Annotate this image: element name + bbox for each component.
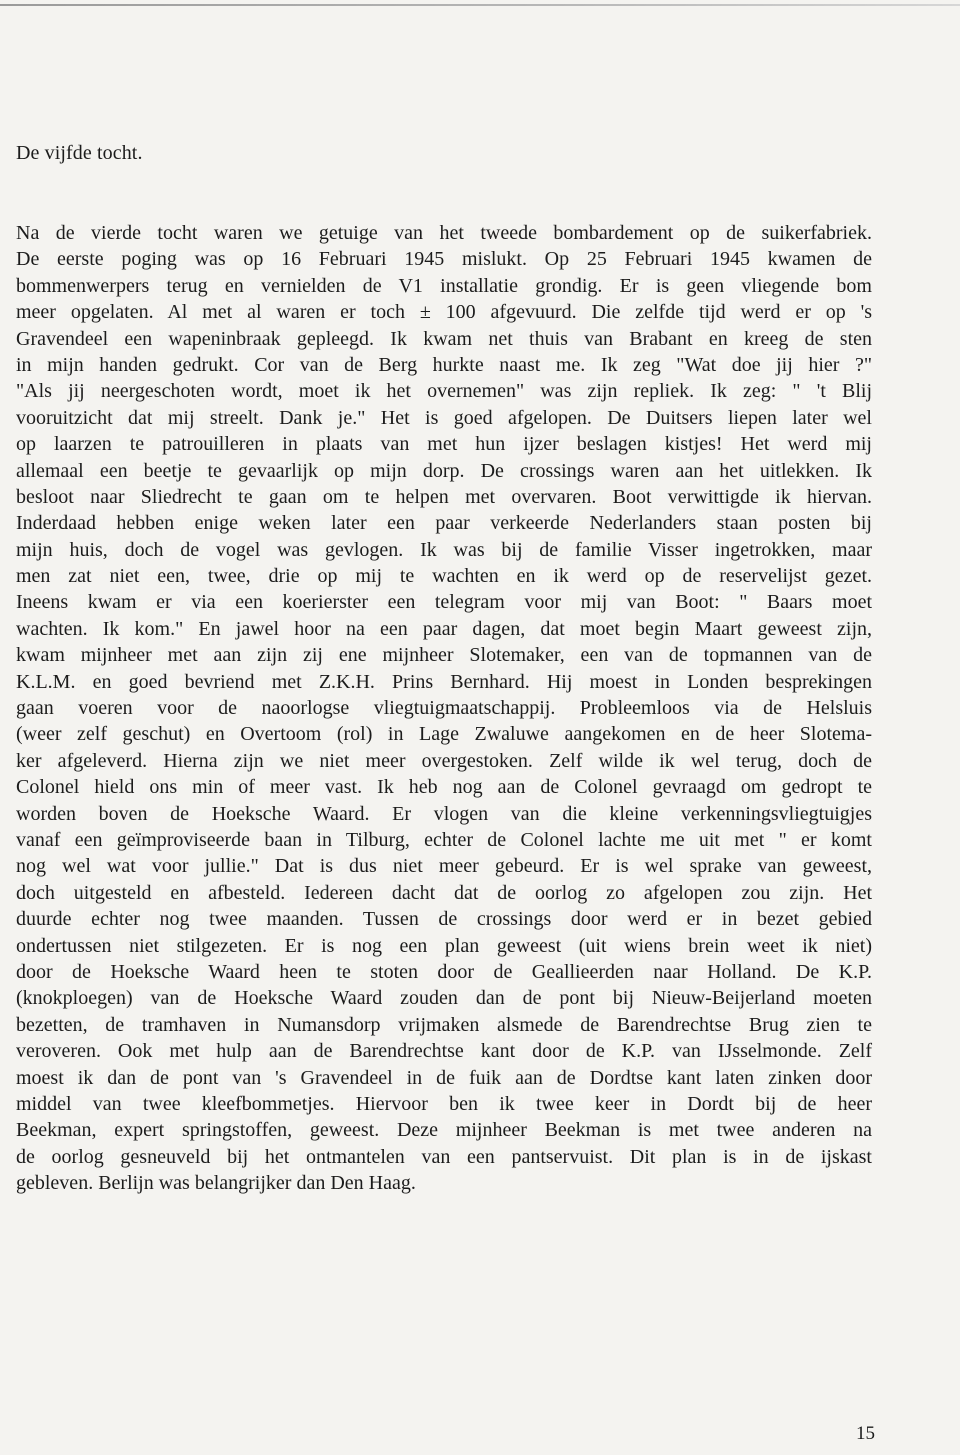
scan-top-edge: [0, 4, 960, 6]
text-line: kwam mijnheer met aan zijn zij ene mijnheer Slotemaker, een van de topmannen van de: [16, 644, 872, 667]
text-line: vanaf een geïmproviseerde baan in Tilburg, echter de Colonel lachte me uit met " er komt: [16, 828, 872, 851]
text-line: Inderdaad hebben enige weken later een paar verkeerde Nederlanders staan posten bij: [16, 512, 872, 535]
text-line: middel van twee kleefbommetjes. Hiervoor ben ik twee keer in Dordt bij de heer: [16, 1092, 872, 1115]
text-line: door de Hoeksche Waard heen te stoten door de Geallieerden naar Holland. De K.P.: [16, 960, 872, 983]
text-line: moest ik dan de pont van 's Gravendeel in de fuik aan de Dordtse kant laten zinken door: [16, 1066, 872, 1089]
text-line: worden boven de Hoeksche Waard. Er vlogen van die kleine verkenningsvliegtuigjes: [16, 802, 872, 825]
text-line: duurde echter nog twee maanden. Tussen de crossings door werd er in bezet gebied: [16, 908, 872, 931]
text-line: Ineens kwam er via een koerierster een telegram voor mij van Boot: " Baars moet: [16, 591, 872, 614]
text-line: mijn huis, doch de vogel was gevlogen. Ik was bij de familie Visser ingetrokken, maar: [16, 538, 872, 561]
text-line: Colonel hield ons min of meer vast. Ik heb nog aan de Colonel gevraagd om gedropt te: [16, 776, 872, 799]
text-line: ondertussen niet stilgezeten. Er is nog een plan geweest (uit wiens brein weet ik niet): [16, 934, 872, 957]
text-line: Na de vierde tocht waren we getuige van het tweede bombardement op de suikerfabriek.: [16, 222, 872, 244]
text-line: in mijn handen gedrukt. Cor van de Berg hurkte naast me. Ik zeg "Wat doe jij hier ?": [16, 353, 872, 376]
text-line: (knokploegen) van de Hoeksche Waard zouden dan de pont bij Nieuw-Beijerland moeten: [16, 987, 872, 1010]
chapter-title: De vijfde tocht.: [16, 142, 143, 164]
text-line: nog wel wat voor jullie." Dat is dus niet meer gebeurd. Er is wel sprake van geweest,: [16, 855, 872, 878]
text-line: op laarzen te patrouilleren in plaats van met hun ijzer beslagen kistjes! Het werd mij: [16, 433, 872, 456]
text-line: besloot naar Sliedrecht te gaan om te helpen met overvaren. Boot verwittigde ik hiervan.: [16, 485, 872, 508]
text-line: ker afgeleverd. Hierna zijn we niet meer overgestoken. Zelf wilde ik wel terug, doch de: [16, 749, 872, 772]
text-line: (weer zelf geschut) en Overtoom (rol) in Lage Zwaluwe aangekomen en de heer Slotema-: [16, 723, 872, 746]
text-line: veroveren. Ook met hulp aan de Barendrechtse kant door de K.P. van IJsselmonde. Zelf: [16, 1040, 872, 1063]
text-line: gebleven. Berlijn was belangrijker dan Den Haag.: [16, 1172, 416, 1195]
text-line: doch uitgesteld en afbesteld. Iedereen dacht dat de oorlog zo afgelopen zou zijn. Het: [16, 881, 872, 904]
text-line: bommenwerpers terug en vernielden de V1 installatie grondig. Er is geen vliegende bom: [16, 274, 872, 297]
text-line: Beekman, expert springstoffen, geweest. Deze mijnheer Beekman is met twee anderen na: [16, 1119, 872, 1142]
text-line: de oorlog gesneuveld bij het ontmantelen van een pantservuist. Dit plan is in de ijskast: [16, 1145, 872, 1168]
text-line: gaan voeren voor de naoorlogse vliegtuigmaatschappij. Probleemloos via de Helsluis: [16, 697, 872, 720]
document-page: [16, 140, 872, 1196]
text-line: meer opgelaten. Al met al waren er toch ± 100 afgevuurd. Die zelfde tijd werd er op 's: [16, 301, 872, 324]
page-number: 15: [856, 1423, 875, 1444]
body-text: [16, 220, 872, 1196]
text-line: vooruitzicht dat mij streelt. Dank je." Het is goed afgelopen. De Duitsers liepen later wel: [16, 406, 872, 429]
text-line: De eerste poging was op 16 Februari 1945 mislukt. Op 25 Februari 1945 kwamen de: [16, 248, 872, 271]
text-line: allemaal een beetje te gevaarlijk op mijn dorp. De crossings waren aan het uitlekken. Ik: [16, 459, 872, 482]
text-line: Gravendeel een wapeninbraak gepleegd. Ik kwam net thuis van Brabant en kreeg de sten: [16, 327, 872, 350]
text-line: K.L.M. en goed bevriend met Z.K.H. Prins Bernhard. Hij moest in Londen besprekingen: [16, 670, 872, 693]
text-line: bezetten, de tramhaven in Numansdorp vrijmaken alsmede de Barendrechtse Brug zien te: [16, 1013, 872, 1036]
text-line: "Als jij neergeschoten wordt, moet ik het overnemen" was zijn repliek. Ik zeg: " 't Blij: [16, 380, 872, 403]
text-line: wachten. Ik kom." En jawel hoor na een paar dagen, dat moet begin Maart geweest zijn,: [16, 617, 872, 640]
text-line: men zat niet een, twee, drie op mij te wachten en ik werd op de reservelijst gezet.: [16, 565, 872, 588]
